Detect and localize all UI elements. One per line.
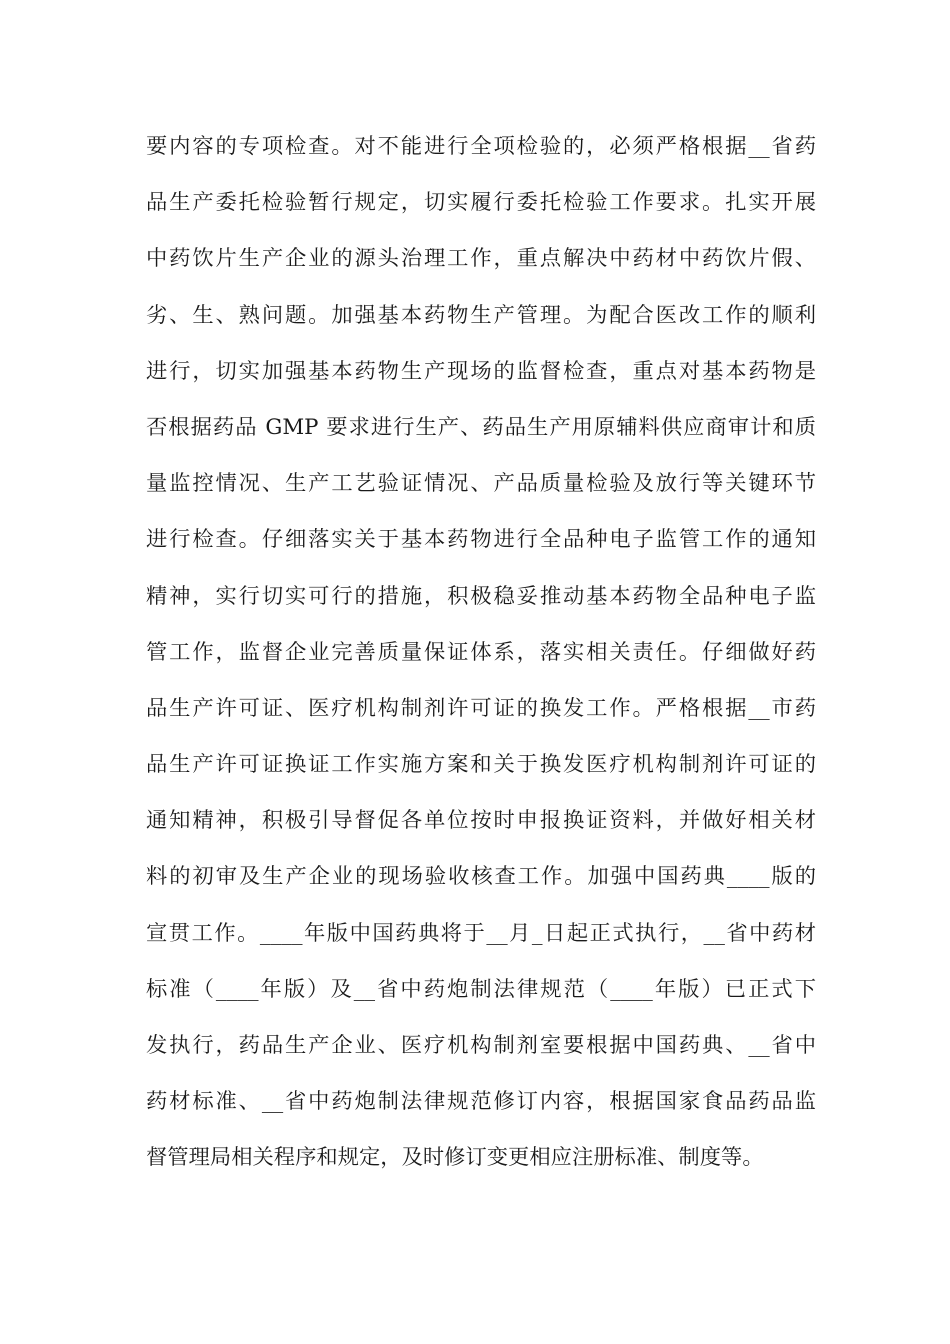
text-line: 品生产委托检验暂行规定，切实履行委托检验工作要求。扎实开展: [146, 190, 816, 216]
body-paragraph: [146, 119, 816, 1187]
text-line: 料的初审及生产企业的现场验收核查工作。加强中国药典____版的: [146, 864, 816, 890]
text-line: 精神，实行切实可行的措施，积极稳妥推动基本药物全品种电子监: [146, 583, 816, 609]
text-line: 品生产许可证换证工作实施方案和关于换发医疗机构制剂许可证的: [146, 752, 816, 778]
text-line: 进行，切实加强基本药物生产现场的监督检查，重点对基本药物是: [146, 358, 816, 384]
text-line: 管工作，监督企业完善质量保证体系，落实相关责任。仔细做好药: [146, 639, 816, 665]
text-line: 中药饮片生产企业的源头治理工作，重点解决中药材中药饮片假、: [146, 246, 816, 272]
text-line: 督管理局相关程序和规定，及时修订变更相应注册标准、制度等。: [146, 1145, 764, 1171]
text-line: 要内容的专项检查。对不能进行全项检验的，必须严格根据__省药: [146, 134, 816, 159]
text-line: 品生产许可证、医疗机构制剂许可证的换发工作。严格根据__市药: [146, 695, 816, 721]
text-line: 劣、生、熟问题。加强基本药物生产管理。为配合医改工作的顺利: [146, 302, 816, 328]
text-line: 药材标准、__省中药炮制法律规范修订内容，根据国家食品药品监: [146, 1089, 816, 1115]
text-line: 宣贯工作。____年版中国药典将于__月_日起正式执行，__省中药材: [146, 920, 816, 946]
text-line: 发执行，药品生产企业、医疗机构制剂室要根据中国药典、__省中: [146, 1033, 816, 1058]
text-line: 标准（____年版）及__省中药炮制法律规范（____年版）已正式下: [146, 976, 816, 1002]
text-line: 通知精神，积极引导督促各单位按时申报换证资料，并做好相关材: [146, 808, 816, 834]
text-line: 进行检查。仔细落实关于基本药物进行全品种电子监管工作的通知: [146, 527, 816, 553]
text-line: 否根据药品 GMP 要求进行生产、药品生产用原辅料供应商审计和质: [146, 414, 816, 440]
text-line: 量监控情况、生产工艺验证情况、产品质量检验及放行等关键环节: [146, 471, 816, 497]
